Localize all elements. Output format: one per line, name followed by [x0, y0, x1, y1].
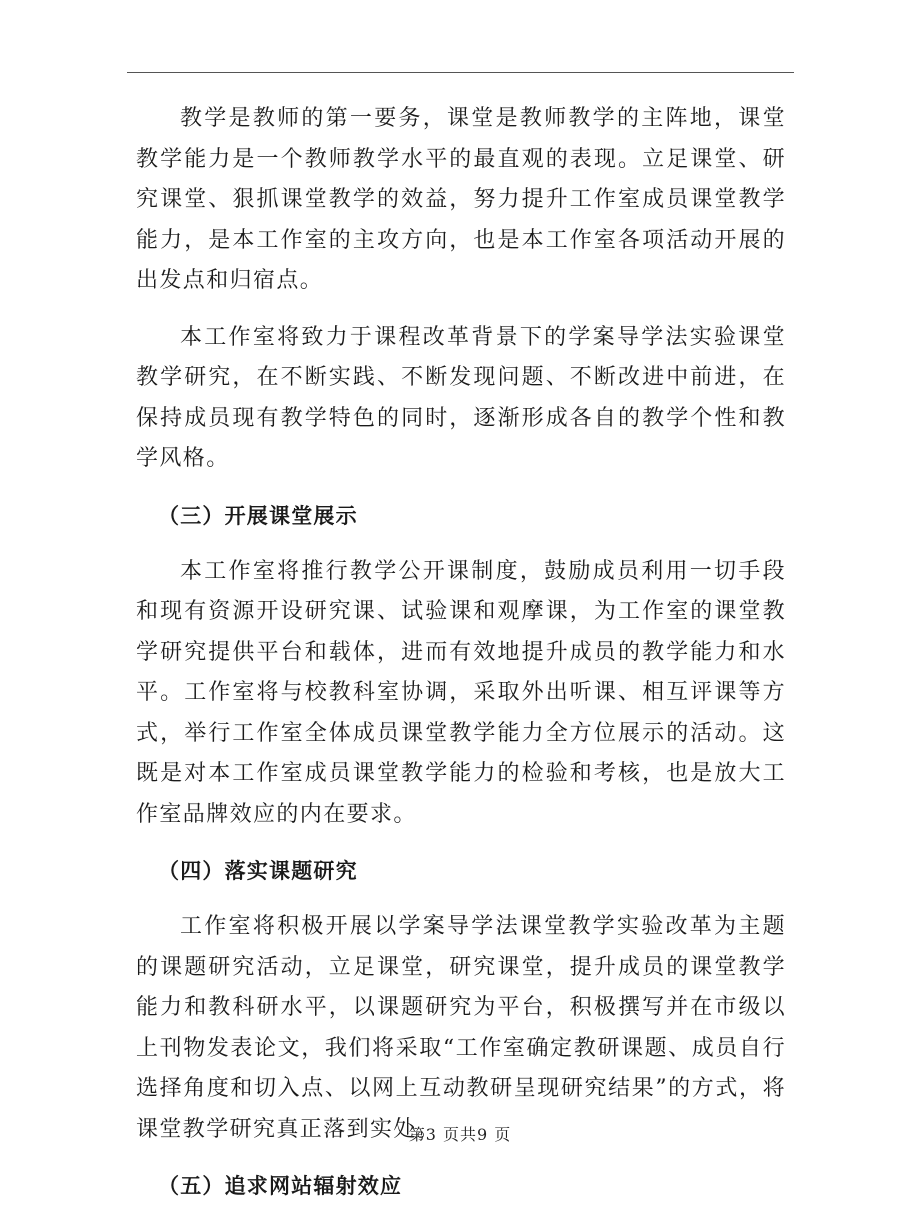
section-4-paragraph: 工作室将积极开展以学案导学法课堂教学实验改革为主题的课题研究活动，立足课堂，研究课堂，提升成员的课堂教学能力和教科研水平，以课题研究为平台，积极撰写并在市级以上刊物发表论文，我们将采取“工作室确定教研课题、成员自行选择角度和切入点、以网上互动教研呈现研究结果”的方式，将课堂教学研究真正落到实处。	[136, 914, 786, 1142]
paragraph-intro-1: 教学是教师的第一要务，课堂是教师教学的主阵地，课堂教学能力是一个教师教学水平的最直观的表现。立足课堂、研究课堂、狠抓课堂教学的效益，努力提升工作室成员课堂教学能力，是本工作室的主攻方向，也是本工作室各项活动开展的出发点和归宿点。	[136, 106, 786, 293]
document-body	[136, 99, 786, 1222]
page-number: 第3 页共9 页	[408, 1125, 512, 1144]
section-3-paragraph: 本工作室将推行教学公开课制度，鼓励成员利用一切手段和现有资源开设研究课、试验课和观摩课，为工作室的课堂教学研究提供平台和载体，进而有效地提升成员的教学能力和水平。工作室将与校教科室协调，采取外出听课、相互评课等方式，举行工作室全体成员课堂教学能力全方位展示的活动。这既是对本工作室成员课堂教学能力的检验和考核，也是放大工作室品牌效应的内在要求。	[136, 558, 786, 827]
section-heading-4: （四）落实课题研究	[158, 859, 358, 883]
section-heading-5: （五）追求网站辐射效应	[158, 1174, 403, 1198]
header-rule	[127, 72, 794, 73]
section-heading-3: （三）开展课堂展示	[158, 503, 358, 528]
paragraph-intro-2: 本工作室将致力于课程改革背景下的学案导学法实验课堂教学研究，在不断实践、不断发现问题、不断改进中前进，在保持成员现有教学特色的同时，逐渐形成各自的教学个性和教学风格。	[136, 324, 786, 471]
